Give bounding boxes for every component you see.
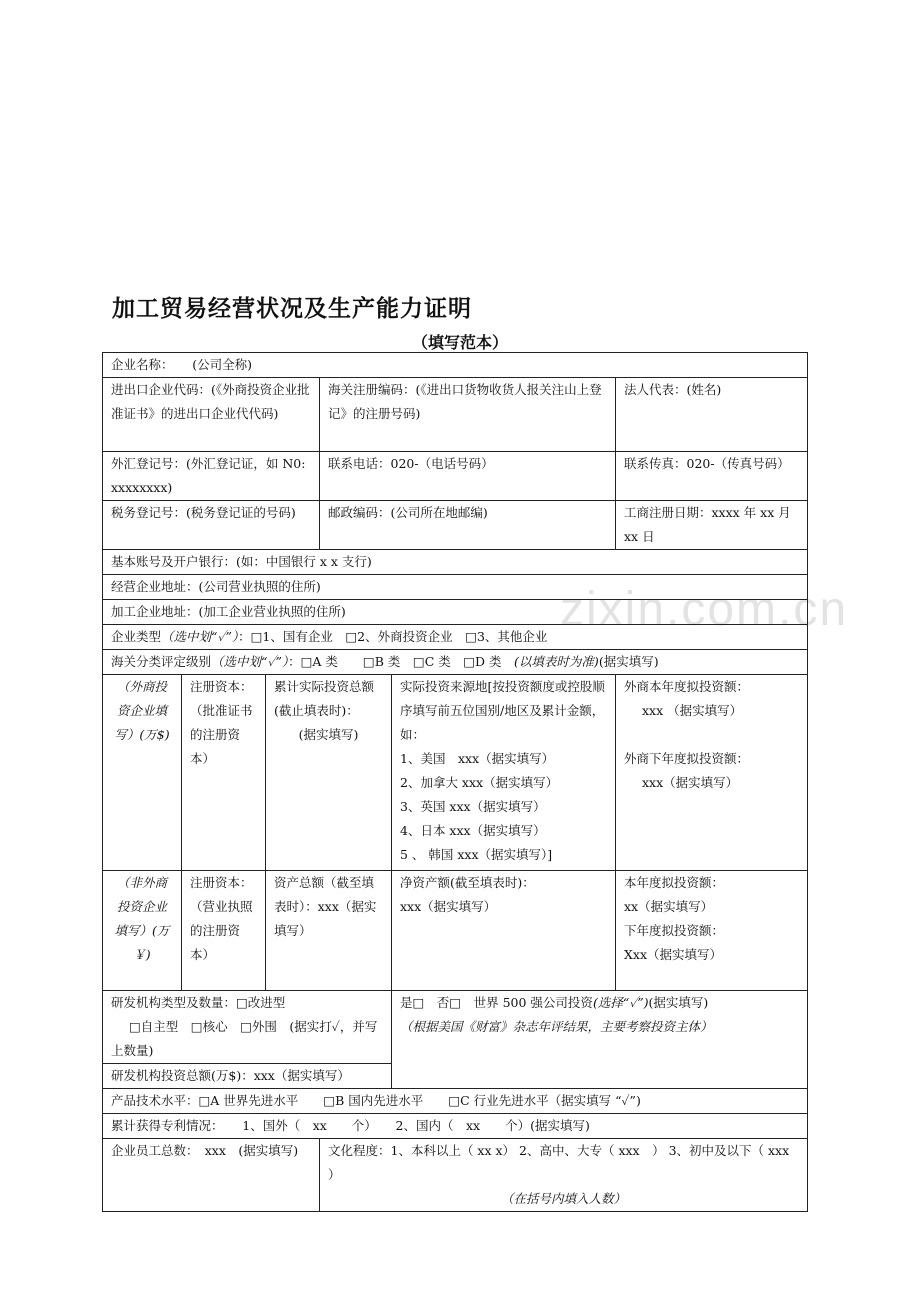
domestic-planned-investment[interactable] — [616, 871, 808, 991]
watermark: zixin.com.cn — [560, 583, 849, 636]
cumulative-label: 累计实际投资总额(截止填表时)： — [274, 679, 375, 718]
rd-types-line-2[interactable]: □自主型 □核心 □外围 (据实打✓，并写上数量) — [111, 1019, 378, 1058]
source-item: 1、美国 xxx（据实填写） — [400, 751, 555, 766]
certificate-form — [102, 352, 808, 1212]
plan-item: Xxx（据实填写） — [624, 947, 722, 962]
net-assets-label: 净资产额(截至填表时)： — [400, 875, 535, 890]
forex-reg-field[interactable]: 外汇登记号：(外汇登记证，如 N0: xxxxxxxx) — [103, 452, 320, 501]
net-assets-field[interactable] — [392, 871, 616, 991]
fortune500-note: （根据美国《财富》杂志年评结果，主要考察投资主体） — [400, 1019, 713, 1034]
plan-item: 本年度拟投资额： — [624, 875, 725, 890]
page-title: 加工贸易经营状况及生产能力证明 — [112, 295, 472, 322]
postcode-field[interactable]: 邮政编码：(公司所在地邮编) — [320, 501, 616, 550]
customs-grade-suffix: (据实填写) — [598, 654, 659, 669]
staff-count-field[interactable]: 企业员工总数： xxx (据实填写) — [103, 1139, 320, 1212]
rd-investment-field[interactable]: 研发机构投资总额(万$)：xxx（据实填写） — [103, 1064, 392, 1089]
rd-org-types[interactable] — [103, 991, 392, 1064]
plan-item: 外商下年度拟投资额： — [624, 751, 750, 766]
plan-item: xxx（据实填写） — [642, 775, 739, 790]
cumulative-value[interactable]: (据实填写) — [298, 727, 359, 742]
fortune500-suffix: (据实填写) — [648, 995, 709, 1010]
page-subtitle: （填写范本） — [411, 333, 508, 352]
source-item: 实际投资来源地[按投资额度或控股顺序填写前五位国别/地区及累计金额，如： — [400, 679, 605, 742]
domestic-reg-capital[interactable]: 注册资本：（营业执照的注册资本） — [182, 871, 266, 991]
fortune500-field[interactable] — [392, 991, 808, 1089]
net-assets-value: xxx（据实填写） — [400, 899, 497, 914]
plan-item: 外商本年度拟投资额： — [624, 679, 750, 694]
plan-item: xx（据实填写） — [624, 899, 714, 914]
investment-source-list[interactable] — [392, 675, 616, 871]
customs-grade-row[interactable] — [103, 650, 808, 675]
fortune500-hint: (选择“✓”) — [592, 995, 649, 1010]
foreign-planned-investment[interactable] — [616, 675, 808, 871]
source-item: 2、加拿大 xxx（据实填写） — [400, 775, 559, 790]
source-item: 5 、 韩国 xxx（据实填写）] — [400, 847, 553, 862]
education-note: （在括号内填入人数） — [501, 1191, 627, 1206]
rd-types-line-1: 研发机构类型及数量：□改进型 — [111, 995, 286, 1010]
foreign-cumulative-investment[interactable] — [266, 675, 392, 871]
legal-rep-field[interactable]: 法人代表：(姓名) — [616, 378, 808, 452]
tech-level-row[interactable]: 产品技术水平：□A 世界先进水平 □B 国内先进水平 □C 行业先进水平（据实填写 “✓”) — [103, 1089, 808, 1114]
processing-address-field[interactable]: 加工企业地址：(加工企业营业执照的住所) — [103, 600, 808, 625]
company-type-row[interactable] — [103, 625, 808, 650]
fax-field[interactable]: 联系传真：020-（传真号码） — [616, 452, 808, 501]
total-assets-field[interactable]: 资产总额（截至填表时）：xxx（据实填写） — [266, 871, 392, 991]
company-type-label: 企业类型 — [111, 629, 162, 644]
reg-date-field[interactable]: 工商注册日期：xxxx 年 xx 月 xx 日 — [616, 501, 808, 550]
customs-grade-label: 海关分类评定级别 — [111, 654, 212, 669]
plan-item: 下年度拟投资额： — [624, 923, 725, 938]
education-field[interactable] — [320, 1139, 808, 1212]
education-breakdown[interactable]: 文化程度：1、本科以上（ xx x） 2、高中、大专（ xxx ） 3、初中及以下（ xxx ） — [328, 1143, 790, 1182]
foreign-reg-capital[interactable]: 注册资本：（批准证书的注册资本） — [182, 675, 266, 871]
customs-grade-hint: （选中划“✓”） — [211, 654, 289, 669]
fortune500-options[interactable]: 是□ 否□ 世界 500 强公司投资 — [400, 995, 593, 1010]
plan-item: xxx （据实填写） — [642, 703, 743, 718]
trade-code-field[interactable]: 进出口企业代码：(《外商投资企业批准证书》的进出口企业代代码) — [103, 378, 320, 452]
customs-code-field[interactable]: 海关注册编码：(《进出口货物收货人报关注山上登记》的注册号码) — [320, 378, 616, 452]
company-type-options[interactable]: ：□1、国有企业 □2、外商投资企业 □3、其他企业 — [238, 629, 548, 644]
company-name-field[interactable]: 企业名称： (公司全称) — [103, 353, 808, 378]
source-item: 4、日本 xxx（据实填写） — [400, 823, 546, 838]
plan-item — [624, 723, 799, 747]
business-address-field[interactable]: 经营企业地址：(公司营业执照的住所) — [103, 575, 808, 600]
customs-grade-note: (以填表时为准) — [514, 654, 599, 669]
phone-field[interactable]: 联系电话：020-（电话号码） — [320, 452, 616, 501]
foreign-invest-label: （外商投资企业填写）(万$) — [103, 675, 182, 871]
company-type-hint: （选中划“✓”） — [161, 629, 239, 644]
patent-row[interactable]: 累计获得专利情况： 1、国外（ xx 个） 2、国内（ xx 个）(据实填写) — [103, 1114, 808, 1139]
source-item: 3、英国 xxx（据实填写） — [400, 799, 546, 814]
domestic-invest-label: （非外商投资企业填写）(万￥) — [103, 871, 182, 991]
customs-grade-options[interactable]: ：□A 类 □B 类 □C 类 □D 类 — [288, 654, 515, 669]
bank-account-field[interactable]: 基本账号及开户银行：(如：中国银行 x x 支行) — [103, 550, 808, 575]
tax-reg-field[interactable]: 税务登记号：(税务登记证的号码) — [103, 501, 320, 550]
